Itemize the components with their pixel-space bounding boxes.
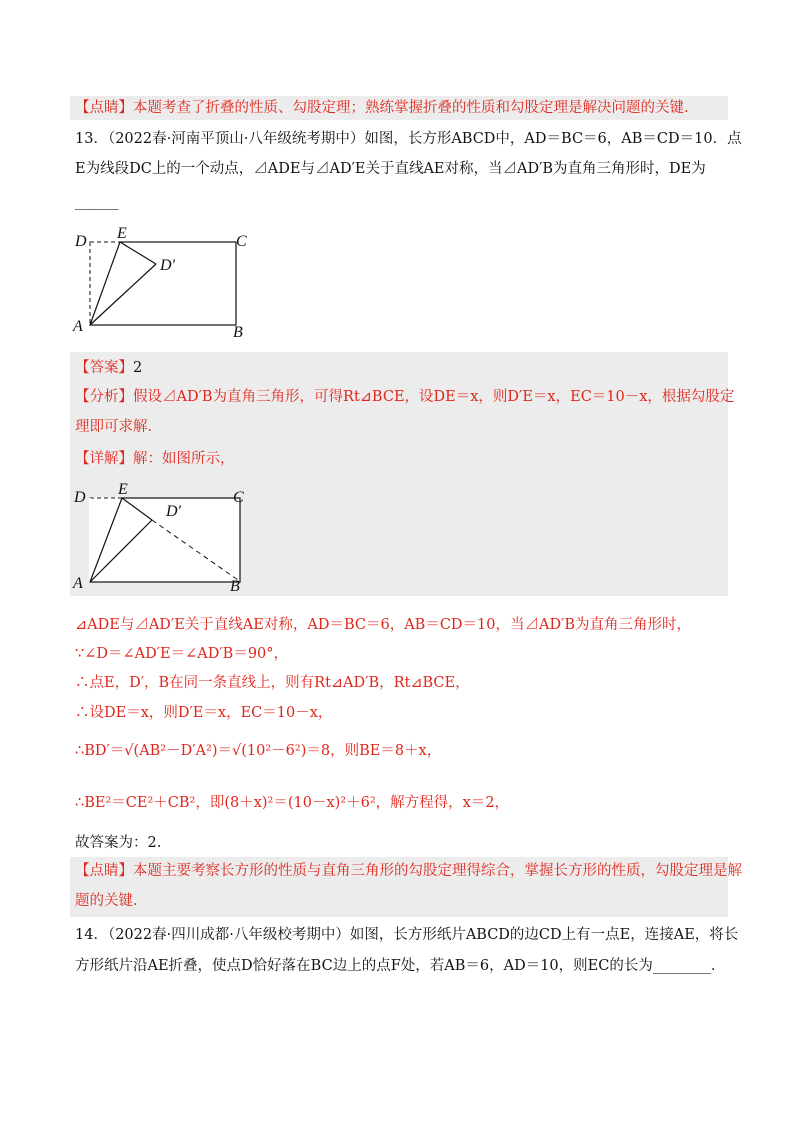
q13-line1: 13．（2022春·河南平顶山·八年级统考期中）如图，长方形ABCD中，AD＝BC＝6，AB＝CD＝10．点 (75, 131, 742, 147)
detail-step-2: ∵∠D＝∠AD′E＝∠AD′B＝90°， (75, 646, 289, 662)
fig2-label-E: E (118, 481, 128, 498)
fig2-label-Dprime: D′ (166, 503, 182, 520)
q13-line2: E为线段DC上的一个动点，⊿ADE与⊿AD′E关于直线AE对称，当⊿AD′B为直角三角形时，DE为 (75, 161, 706, 177)
detail-tag: 【详解】 (75, 451, 133, 467)
detail-step-6: ∴BE²＝CE²＋CB²，即(8＋x)²＝(10－x)²＋6²，解方程得，x＝2， (75, 795, 510, 811)
fig1-line-D'A (90, 264, 156, 325)
fig2-label-B: B (230, 578, 240, 594)
detail-figure (70, 478, 255, 594)
fig2-label-D: D (74, 489, 86, 506)
detail-intro: 解：如图所示， (133, 451, 235, 467)
q13-blank: ______ (75, 194, 119, 210)
detail-step-3: ∴点E，D′，B在同一条直线上，则有Rt⊿AD′B，Rt⊿BCE， (75, 675, 470, 691)
answer-value: 2 (133, 360, 143, 376)
fig1-line-ED' (120, 242, 156, 264)
fig1-label-A: A (73, 318, 83, 335)
fig1-label-Dprime: D′ (160, 257, 176, 274)
note-tag: 【点睛】 (75, 863, 133, 879)
fig1-label-D: D (75, 233, 87, 250)
conclusion: 故答案为：2. (75, 835, 162, 851)
fig1-label-E: E (117, 225, 127, 242)
fig2-label-C: C (233, 489, 244, 506)
fig2-rectangle (90, 498, 240, 582)
q14-line2: 方形纸片沿AE折叠，使点D恰好落在BC边上的点F处，若AB＝6，AD＝10，则EC的长为________． (75, 958, 726, 974)
note-line1 (75, 860, 742, 882)
detail-step-4: ∴设DE＝x，则D′E＝x，EC＝10－x， (75, 705, 333, 721)
note-line2: 题的关键. (75, 893, 138, 909)
fig1-label-B: B (233, 324, 243, 341)
detail-step-1: ⊿ADE与⊿AD′E关于直线AE对称，AD＝BC＝6，AB＝CD＝10，当⊿AD′B为直角三角形时， (75, 617, 692, 633)
analysis-line2: 理即可求解. (75, 419, 153, 435)
q14-line1: 14．（2022春·四川成都·八年级校考期中）如图，长方形纸片ABCD的边CD上有一点E，连接AE，将长 (75, 927, 739, 943)
fig2-label-A: A (73, 575, 83, 592)
detail-step-5: ∴BD′＝√(AB²－D′A²)＝√(10²－6²)＝8，则BE＝8＋x， (75, 743, 442, 759)
prev-note (75, 97, 730, 119)
detail-line (75, 448, 730, 470)
fig1-line-AE (90, 242, 120, 325)
q13-figure (70, 222, 270, 344)
analysis-line1 (75, 386, 735, 408)
note-text-1: 本题主要考察长方形的性质与直角三角形的勾股定理得综合，掌握长方形的性质，勾股定理是解 (133, 863, 742, 879)
prev-note-tag: 【点睛】 (75, 100, 133, 116)
answer-line (75, 357, 730, 379)
fig1-label-C: C (236, 233, 247, 250)
prev-note-text: 本题考查了折叠的性质、勾股定理；熟练掌握折叠的性质和勾股定理是解决问题的关键. (133, 100, 689, 116)
answer-tag: 【答案】 (75, 360, 133, 376)
analysis-tag: 【分析】 (75, 389, 133, 405)
analysis-text-1: 假设⊿AD′B为直角三角形，可得Rt⊿BCE，设DE＝x，则D′E＝x，EC＝10－x，根据勾股定 (133, 389, 735, 405)
fig1-rectangle (90, 242, 236, 325)
